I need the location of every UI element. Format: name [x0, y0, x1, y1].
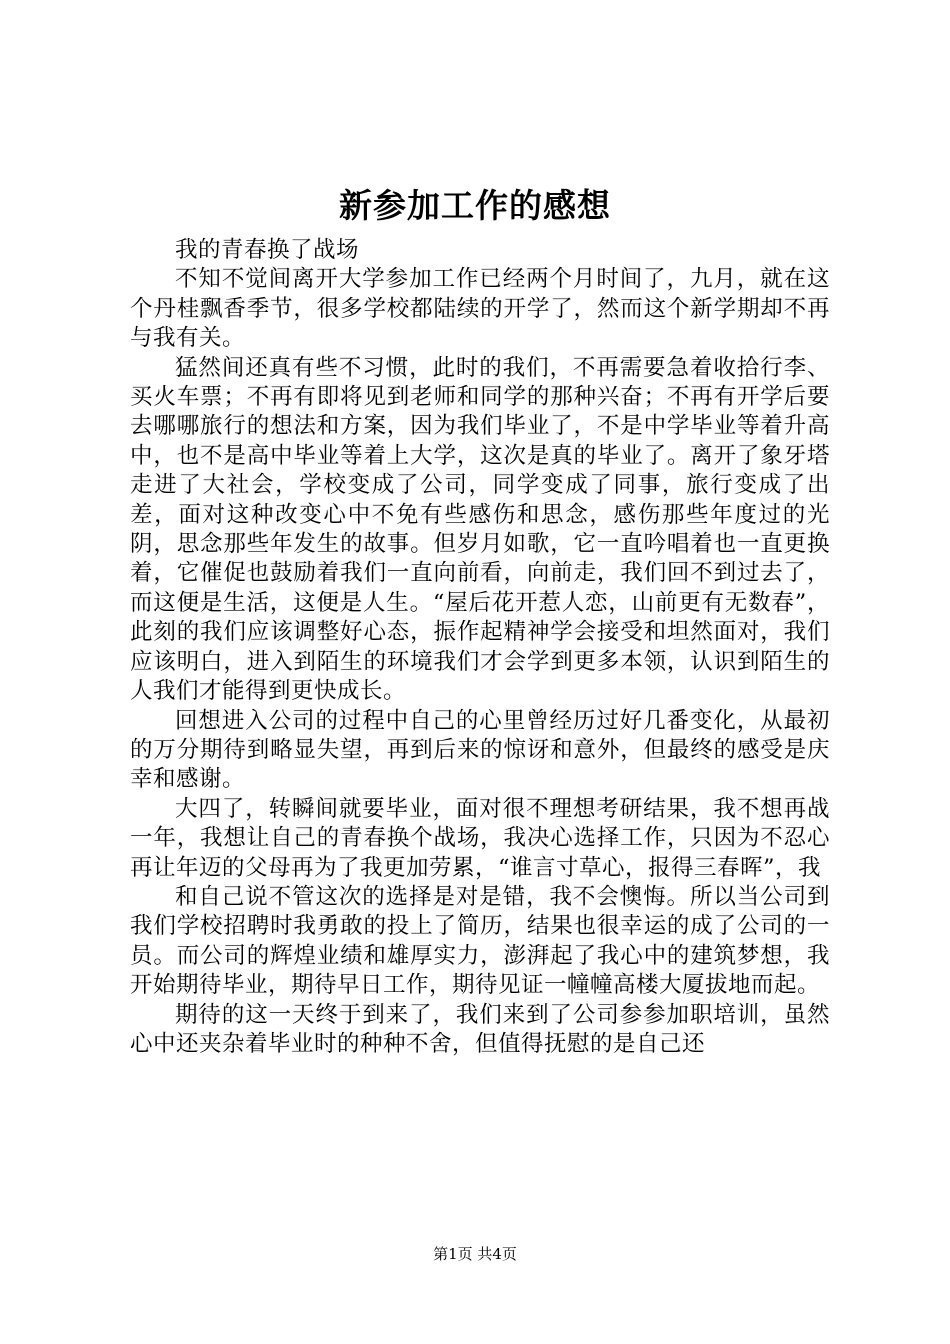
document-title: 新参加工作的感想 — [339, 186, 611, 225]
document-body — [130, 236, 830, 1059]
paragraph: 期待的这一天终于到来了，我们来到了公司参参加职培训，虽然心中还夹杂着毕业时的种种不舍，但值得抚慰的是自己还 — [130, 1001, 830, 1057]
paragraph: 我的青春换了战场 — [175, 237, 360, 263]
paragraph: 猛然间还真有些不习惯，此时的我们，不再需要急着收拾行李、买火车票；不再有即将见到老师和同学的那种兴奋；不再有开学后要去哪哪旅行的想法和方案，因为我们毕业了，不是中学毕业等着升高中，也不是高中毕业等着上大学，这次是真的毕业了。离开了象牙塔走进了大社会，学校变成了公司，同学变成了同事，旅行变成了出差，面对这种改变心中不免有些感伤和思念，感伤那些年度过的光阴，思念那些年发生的故事。但岁月如歌，它一直吟唱着也一直更换着，它催促也鼓励着我们一直向前看，向前走，我们回不到过去了，而这便是生活，这便是人生。“屋后花开惹人恋，山前更有无数春”，此刻的我们应该调整好心态，振作起精神学会接受和坦然面对，我们应该明白，进入到陌生的环境我们才会学到更多本领，认识到陌生的人我们才能得到更快成长。 — [130, 354, 830, 705]
page-footer: 第1页 共4页 — [433, 1245, 517, 1263]
paragraph: 和自己说不管这次的选择是对是错，我不会懊悔。所以当公司到我们学校招聘时我勇敢的投上了简历，结果也很幸运的成了公司的一员。而公司的辉煌业绩和雄厚实力，澎湃起了我心中的建筑梦想，我开始期待毕业，期待早日工作，期待见证一幢幢高楼大厦拔地而起。 — [130, 883, 830, 999]
paragraph: 回想进入公司的过程中自己的心里曾经历过好几番变化，从最初的万分期待到略显失望，再到后来的惊讶和意外，但最终的感受是庆幸和感谢。 — [130, 707, 830, 793]
paragraph: 大四了，转瞬间就要毕业，面对很不理想考研结果，我不想再战一年，我想让自己的青春换个战场，我决心选择工作，只因为不忍心再让年迈的父母再为了我更加劳累，“谁言寸草心，报得三春晖”，我 — [130, 795, 830, 881]
paragraph: 不知不觉间离开大学参加工作已经两个月时间了，九月，就在这个丹桂飘香季节，很多学校都陆续的开学了，然而这个新学期却不再与我有关。 — [130, 266, 830, 352]
